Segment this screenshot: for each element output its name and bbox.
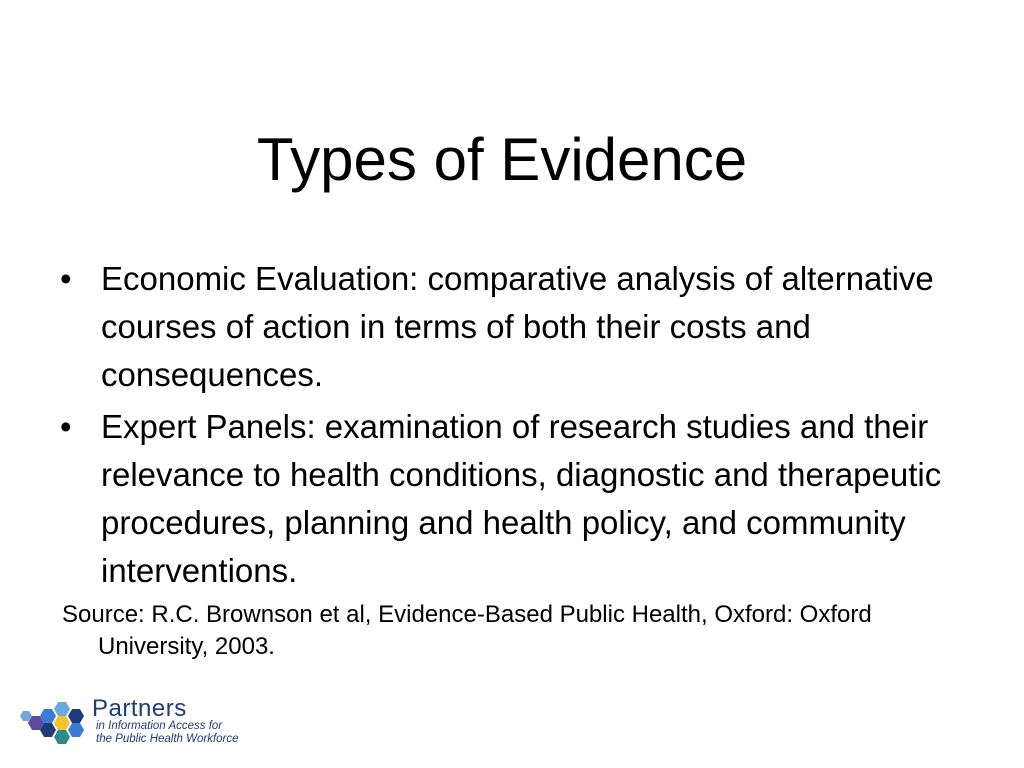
logo-tagline xyxy=(96,720,239,746)
slide-title: Types of Evidence xyxy=(256,126,748,193)
bullet-item-economic-evaluation xyxy=(58,255,968,399)
bullet-text: Expert Panels: examination of research studies and their relevance to health conditions, diagnostic and therapeutic procedures, planning and health policy, and community interventions. xyxy=(101,408,942,589)
bullet-text: Economic Evaluation: comparative analysis of alternative courses of action in terms of both their costs and consequences. xyxy=(101,260,934,393)
slide-content xyxy=(58,255,968,687)
logo-tagline-line1: in Information Access for xyxy=(96,720,223,732)
bullet-marker: • xyxy=(60,260,72,297)
logo-tagline-line2: the Public Health Workforce xyxy=(96,733,239,745)
partners-logo xyxy=(20,696,280,756)
logo-name: Partners xyxy=(92,695,187,722)
source-citation: Source: R.C. Brownson et al, Evidence-Based Public Health, Oxford: Oxford University, 2003. xyxy=(62,601,872,660)
bullet-marker: • xyxy=(60,408,72,445)
hexagon-cluster-icon xyxy=(20,696,94,746)
bullet-item-expert-panels xyxy=(58,403,968,595)
